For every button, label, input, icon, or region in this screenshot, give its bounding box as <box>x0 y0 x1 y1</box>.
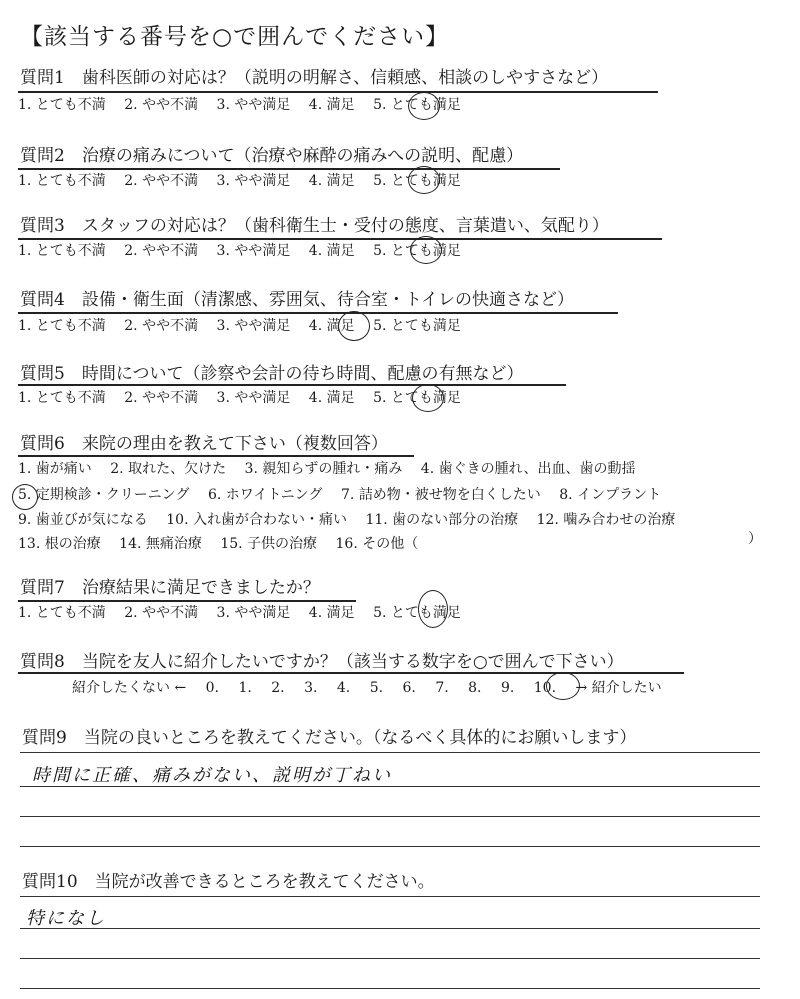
option-4[interactable]: 4. 満足 <box>308 97 355 113</box>
question-6-row-2 <box>18 486 675 504</box>
reason-option[interactable]: 12. 噛み合わせの治療 <box>536 512 676 528</box>
question-4-underline <box>18 312 618 314</box>
question-3-title: 質問3 スタッフの対応は？（歯科衛生士・受付の態度、言葉遣い、気配り） <box>20 216 609 236</box>
scale-option[interactable]: 10. <box>533 680 557 696</box>
question-5-options <box>18 389 475 407</box>
scale-option[interactable]: 2. <box>271 680 285 696</box>
scale-option[interactable]: 3. <box>304 680 318 696</box>
option-2[interactable]: 2. やや不満 <box>124 97 199 113</box>
question-6-underline <box>18 455 414 457</box>
scale-option[interactable]: 0. <box>205 680 219 696</box>
answer-line <box>20 786 760 787</box>
question-6-row-1 <box>18 460 649 478</box>
reason-option[interactable]: 3. 親知らずの腫れ・痛み <box>244 461 403 477</box>
reason-option[interactable]: 5. 定期検診・クリーニング <box>18 487 190 503</box>
option-2[interactable]: 2. やや不満 <box>124 318 199 334</box>
scale-option[interactable]: 5. <box>369 680 384 696</box>
question-5-title: 質問5 時間について（診察や会計の待ち時間、配慮の有無など） <box>20 364 524 384</box>
option-1[interactable]: 1. とても不満 <box>18 243 106 259</box>
question-9-answer[interactable]: 時間に正確、痛みがない、説明が丁ねい <box>32 765 392 786</box>
option-3[interactable]: 3. やや満足 <box>216 243 291 259</box>
scale-option[interactable]: 6. <box>402 680 416 696</box>
answer-line <box>20 846 760 847</box>
question-10-answer[interactable]: 特になし <box>26 908 106 929</box>
scale-option[interactable]: 4. <box>336 680 351 696</box>
question-4-title: 質問4 設備・衛生面（清潔感、雰囲気、待合室・トイレの快適さなど） <box>20 290 574 310</box>
reason-option[interactable]: 10. 入れ歯が合わない・痛い <box>166 512 347 528</box>
recommend-scale <box>72 677 677 697</box>
other-close-paren: ） <box>748 531 762 547</box>
option-5[interactable]: 5. とても満足 <box>373 605 461 621</box>
reason-option[interactable]: 9. 歯並びが気になる <box>18 512 148 528</box>
reason-option[interactable]: 11. 歯のない部分の治療 <box>365 512 519 528</box>
reason-option[interactable]: 13. 根の治療 <box>18 536 101 552</box>
option-2[interactable]: 2. やや不満 <box>124 243 199 259</box>
question-5-underline <box>18 384 566 386</box>
option-4[interactable]: 4. 満足 <box>308 318 355 334</box>
answer-line <box>20 958 760 959</box>
selected-circle <box>546 672 580 700</box>
answer-line <box>20 816 760 817</box>
option-4[interactable]: 4. 満足 <box>308 173 355 189</box>
option-5[interactable]: 5. とても満足 <box>373 390 461 406</box>
selected-circle <box>412 384 444 412</box>
reason-option[interactable]: 1. 歯が痛い <box>18 461 92 477</box>
option-1[interactable]: 1. とても不満 <box>18 605 106 621</box>
option-5[interactable]: 5. とても満足 <box>373 243 461 259</box>
question-3-underline <box>18 238 662 240</box>
answer-line <box>20 752 760 753</box>
scale-option[interactable]: 8. <box>468 680 482 696</box>
question-7-underline <box>18 600 356 602</box>
answer-line <box>20 896 760 897</box>
question-6-row-4 <box>18 535 432 553</box>
question-3-options <box>18 242 475 260</box>
reason-option[interactable]: 6. ホワイトニング <box>207 487 323 503</box>
question-2-options <box>18 172 475 190</box>
question-2-underline <box>18 168 560 170</box>
question-10-title: 質問10 当院が改善できるところを教えてください。 <box>22 872 435 892</box>
reason-option[interactable]: 15. 子供の治療 <box>220 536 318 552</box>
option-4[interactable]: 4. 満足 <box>308 390 355 406</box>
option-2[interactable]: 2. やや不満 <box>124 173 199 189</box>
question-8-underline <box>18 672 684 674</box>
question-8-title: 質問8 当院を友人に紹介したいですか？（該当する数字を○で囲んで下さい） <box>20 652 624 672</box>
question-6-row-3 <box>18 511 689 529</box>
selected-circle <box>338 311 370 341</box>
scale-right-label: → 紹介したい <box>575 680 662 696</box>
selected-circle <box>12 484 38 510</box>
scale-left-label: 紹介したくない ← <box>72 680 187 696</box>
question-1-underline <box>18 91 658 93</box>
option-3[interactable]: 3. やや満足 <box>216 605 291 621</box>
reason-option[interactable]: 4. 歯ぐきの腫れ、出血、歯の動揺 <box>420 461 636 477</box>
option-1[interactable]: 1. とても不満 <box>18 173 106 189</box>
option-2[interactable]: 2. やや不満 <box>124 605 199 621</box>
option-1[interactable]: 1. とても不満 <box>18 318 106 334</box>
option-5[interactable]: 5. とても満足 <box>373 97 461 113</box>
reason-option[interactable]: 2. 取れた、欠けた <box>110 461 227 477</box>
question-7-options <box>18 604 475 622</box>
scale-option[interactable]: 1. <box>238 680 252 696</box>
option-4[interactable]: 4. 満足 <box>308 243 355 259</box>
question-6-title: 質問6 来院の理由を教えて下さい（複数回答） <box>20 434 388 454</box>
selected-circle <box>408 92 440 120</box>
option-3[interactable]: 3. やや満足 <box>216 97 291 113</box>
option-2[interactable]: 2. やや不満 <box>124 390 199 406</box>
option-4[interactable]: 4. 満足 <box>308 605 355 621</box>
option-3[interactable]: 3. やや満足 <box>216 390 291 406</box>
option-5[interactable]: 5. とても満足 <box>373 173 461 189</box>
question-1-title: 質問1 歯科医師の対応は？（説明の明解さ、信頼感、相談のしやすさなど） <box>20 68 609 88</box>
answer-line <box>20 928 760 929</box>
selected-circle <box>408 166 440 194</box>
scale-option[interactable]: 9. <box>500 680 515 696</box>
question-9-title: 質問9 当院の良いところを教えてください。（なるべく具体的にお願いします） <box>22 728 637 748</box>
reason-option[interactable]: 14. 無痛治療 <box>119 536 202 552</box>
answer-line <box>20 988 760 989</box>
selected-circle <box>410 236 442 264</box>
selected-circle <box>418 590 448 628</box>
option-3[interactable]: 3. やや満足 <box>216 318 291 334</box>
scale-option[interactable]: 7. <box>435 680 449 696</box>
option-3[interactable]: 3. やや満足 <box>216 173 291 189</box>
reason-option[interactable]: 16. その他（ <box>335 536 419 552</box>
question-4-options <box>18 317 475 335</box>
question-7-title: 質問7 治療結果に満足できましたか？ <box>20 578 320 598</box>
reason-option[interactable]: 8. インプラント <box>559 487 662 503</box>
option-1[interactable]: 1. とても不満 <box>18 390 106 406</box>
form-instruction: 【該当する番号を○で囲んでください】 <box>20 24 450 50</box>
question-1-options <box>18 96 475 114</box>
reason-option[interactable]: 7. 詰め物・被せ物を白くしたい <box>341 487 541 503</box>
option-1[interactable]: 1. とても不満 <box>18 97 106 113</box>
question-2-title: 質問2 治療の痛みについて（治療や麻酔の痛みへの説明、配慮） <box>20 146 524 166</box>
option-5[interactable]: 5. とても満足 <box>373 318 461 334</box>
